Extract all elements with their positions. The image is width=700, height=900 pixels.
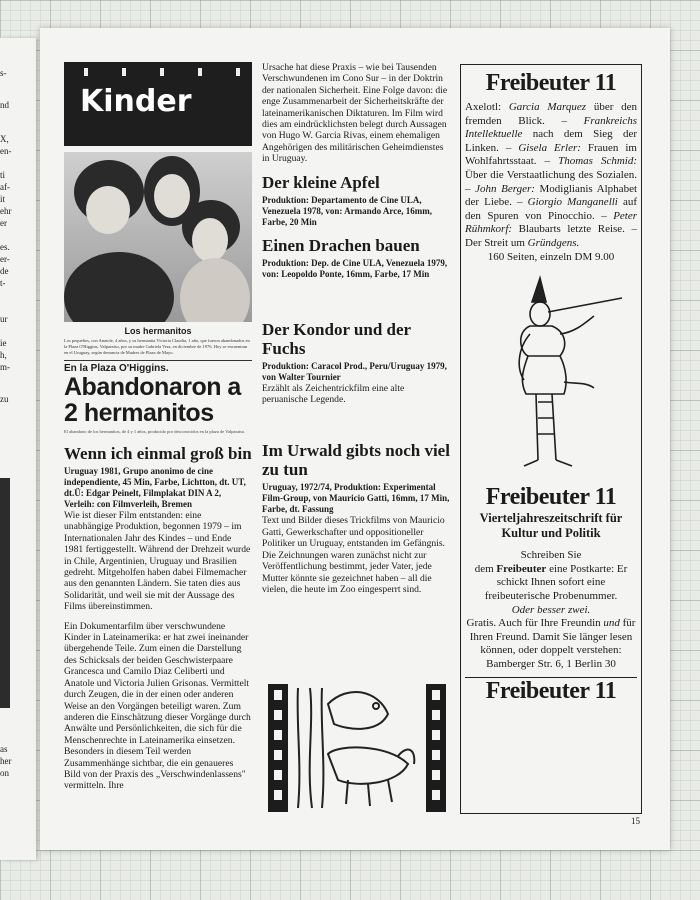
cta-line bbox=[465, 563, 637, 604]
film-sprocket bbox=[198, 68, 202, 76]
film-title: Einen Drachen bauen bbox=[262, 235, 420, 255]
children-photo bbox=[64, 152, 252, 322]
photo-figure bbox=[192, 218, 228, 262]
fragment: nd bbox=[0, 100, 9, 110]
clipping-footer: El abandono de los hermanitos, de 4 y 1 años, producido por desconocidos en la plaza de Valparaíso. bbox=[64, 429, 246, 434]
film-sprocket bbox=[122, 68, 126, 76]
contents-part: Giorgio Manganelli bbox=[527, 196, 618, 209]
page-number: 15 bbox=[631, 816, 640, 826]
film-strip-illustration bbox=[268, 684, 446, 812]
contents-part: Gisela Erler: bbox=[518, 141, 581, 154]
fragment: ie bbox=[0, 338, 7, 348]
paragraph: Ein Dokumentarfilm über verschwundene Kinder in Lateinamerika: er hat zwei ineinander übergehende Teile. Zum einen die Darstellung des Schicksals der beiden Geschwisterpaare Grancesca und Camilo Diaz Celiberti und Anatole und Victoria Julien Grisonas. Vermittelt durch Zeugen, die in der einen oder anderen Weise an den Vorgängen beteiligt waren. Zum anderen die Einschätzung dieser Vorgänge durch Anwälte und Persönlichkeiten, die sich für die Menschenrechte in Lateinamerika einsetzen. Besonders in diesem Teil werden Zusammenhänge sichtbar, die ein genaueres Bild von der Praxis des „Verschwindenlassens" vermitteln. Ihre bbox=[64, 620, 251, 792]
film-credits: Produktion: Departamento de Cine ULA, Venezuela 1978, von: Armando Arce, 16mm, Farbe, 20 Min bbox=[262, 194, 432, 227]
photo-caption-title: Los hermanitos bbox=[124, 326, 192, 336]
contents-part: nach dem Sieg der Linken. – bbox=[465, 128, 638, 154]
article-body bbox=[64, 510, 252, 792]
film-title: Im Urwald gibts noch viel zu tun bbox=[262, 441, 450, 480]
cta-part: und bbox=[603, 617, 620, 630]
film-title: Der kleine Apfel bbox=[262, 172, 380, 192]
contents-part: Über die Verstaatlichung des Sozialen. – bbox=[465, 168, 637, 195]
contents-part: Modiglianis Alphabet der Liebe. – bbox=[465, 182, 638, 209]
column-films bbox=[262, 62, 452, 595]
film-description: Text und Bilder dieses Trickfilms von Mauricio Gatti, Gewerkschafter und oppositioneller Politiker un Uruguay, entstanden im Gefängnis. Die Zeichnungen waren zunächst nicht zur Veröffentlichung bestimmt, jeder Vater, jede Mutter könnte sie gezeichnet haben – all die vielen, die heute im Zoo eingesperrt sind. bbox=[262, 515, 445, 595]
photo-figure bbox=[64, 252, 174, 322]
contents-part: Gründgens. bbox=[527, 236, 580, 249]
fragment: es. bbox=[0, 242, 10, 252]
section-title: Kinder bbox=[80, 84, 192, 119]
fragment: ti bbox=[0, 170, 6, 180]
contents-part: John Berger: bbox=[475, 182, 535, 195]
film-title: Der Kondor und der Fuchs bbox=[262, 319, 411, 358]
cta-line bbox=[465, 617, 637, 658]
fragment: ur bbox=[0, 314, 8, 324]
pinocchio-illustration bbox=[476, 272, 626, 472]
adjacent-page-edge bbox=[0, 38, 36, 860]
film-sprocket bbox=[236, 68, 240, 76]
fragment: ehr bbox=[0, 206, 12, 216]
fragment: af- bbox=[0, 182, 10, 192]
ad-title: Freibeuter 11 bbox=[485, 678, 617, 705]
cta-line bbox=[465, 604, 637, 618]
column-kinder bbox=[64, 62, 252, 792]
ad-title: Freibeuter 11 bbox=[485, 70, 617, 96]
photo-figure bbox=[154, 174, 190, 218]
contents-part: über den fremden Blick. – bbox=[465, 101, 637, 127]
fragment: on bbox=[0, 768, 9, 778]
section-header bbox=[64, 62, 252, 146]
photo-figure bbox=[86, 186, 130, 234]
fragment: s- bbox=[0, 68, 7, 78]
ad-contents bbox=[465, 101, 637, 251]
clipping-kicker: En la Plaza O'Higgins. bbox=[64, 360, 252, 374]
fragment: de bbox=[0, 266, 9, 276]
contents-part: Frankreichs Intellektuelle bbox=[465, 114, 637, 141]
clipping-headline: 2 hermanitos bbox=[64, 399, 214, 427]
cta-line: Schreiben Sie bbox=[520, 549, 582, 562]
ad-address: Bamberger Str. 6, 1 Berlin 30 bbox=[486, 657, 616, 670]
fragment: her bbox=[0, 756, 12, 766]
film-credits: Produktion: Dep. de Cine ULA, Venezuela 1979, von: Leopoldo Ponte, 16mm, Farbe, 17 Min bbox=[262, 257, 448, 279]
photo-edge bbox=[0, 478, 10, 708]
cta-part: dem bbox=[474, 562, 494, 575]
cta-part: eine Postkarte: Er schickt Ihnen sofort eine freibeuterische Probenummer. bbox=[484, 562, 628, 602]
film-credits: Produktion: Caracol Prod., Peru/Uruguay 1979, von Walter Tournier bbox=[262, 360, 447, 382]
article-credits: Uruguay 1981, Grupo anonimo de cine independiente, 45 Min, Farbe, Lichtton, dt. UT, dt.Ü: Edgar Peinelt, Filmplakat DIN A 2, Verleih: con Filmverleih, Bremen bbox=[64, 466, 246, 509]
fragment: en- bbox=[0, 146, 12, 156]
cta-part: Gratis. Auch für Ihre Freundin bbox=[466, 617, 601, 630]
paragraph: Wie ist dieser Film entstanden: eine unabhängige Produktion, begonnen 1979 – im Internationalen Jahr des Kindes – und Ende 1981 fertiggestellt. Während der Drehzeit wurde in Chile, Argentinien, Uruguay und Brasilien gedreht. Mitgeholfen haben dabei Filmemacher aus den genannten Ländern. Sie taten dies aus Solidarität, und weil sie mit der Aussage des Films übereinstimmen. bbox=[64, 510, 251, 613]
ad-subtitle: Vierteljahreszeitschrift für Kultur und Politik bbox=[479, 511, 623, 541]
photo-caption: Los pequeños, con Anatole, 4 años, y su hermanita Victoria Claudia, 1 año, que fueron abandonados en la Plaza O'Higgins, Valparaíso, por su madre Gabriela Vera, en diciembre de 1976. Hoy se encuentran en el Uruguay, según denuncia de Madres de Plaza de Mayo. bbox=[64, 338, 250, 355]
contents-part: Garcia Marquez bbox=[508, 101, 587, 113]
film-description: Erzählt als Zeichentrickfilm eine alte peruanische Legende. bbox=[262, 382, 405, 406]
fragment: X, bbox=[0, 134, 9, 144]
intro-text: Ursache hat diese Praxis – wie bei Tausenden Verschwundenen im Cono Sur – in der Doktrin der nationalen Sicherheit. Eine Folge davon: die enge Zusammenarbeit der Sicherheitskräfte der lateinamerikanischen Diktaturen. Im Film wird dies am eindrücklichsten belegt durch Aussagen von Hugo W. Garcia Rivas, einem ehemaligen Angehörigen des militärischen Geheimdienstes in Uruguay. bbox=[262, 62, 448, 165]
fragment: as bbox=[0, 744, 8, 754]
fragment: er bbox=[0, 218, 7, 228]
fragment: m- bbox=[0, 362, 10, 372]
film-credits: Uruguay, 1972/74, Produktion: Experimental Film-Group, von Mauricio Gatti, 16mm, 17 Min, Farbe, dt. Fassung bbox=[262, 482, 450, 515]
ad-title: Freibeuter 11 bbox=[485, 484, 617, 511]
ad-price: 160 Seiten, einzeln DM 9.00 bbox=[487, 250, 615, 263]
contents-part: Thomas Schmid: bbox=[558, 155, 637, 168]
contents-part: auf den Spuren von Pinocchio. – bbox=[465, 196, 637, 222]
magazine-page bbox=[40, 28, 670, 850]
contents-part: Blaubarts letzte Reise. – Der Streit um bbox=[465, 223, 637, 249]
article-title: Wenn ich einmal groß bin bbox=[64, 444, 252, 463]
cta-part: Oder besser zwei. bbox=[511, 603, 591, 616]
clipping-headline: Abandonaron a bbox=[64, 373, 241, 401]
photo-figure bbox=[180, 258, 250, 322]
fragment: er- bbox=[0, 254, 10, 264]
cta-part: für Ihren Freund. Damit Sie länger lesen können, oder doppelt verstehen: bbox=[469, 617, 636, 657]
freibeuter-ad bbox=[460, 64, 642, 814]
fragment: h, bbox=[0, 350, 7, 360]
ad-cta bbox=[465, 549, 637, 671]
contents-part: Axelotl: bbox=[465, 101, 502, 113]
film-sprocket bbox=[160, 68, 164, 76]
cta-part: Freibeuter bbox=[496, 562, 547, 575]
fragment: it bbox=[0, 194, 6, 204]
fragment: t- bbox=[0, 278, 6, 288]
fragment: zu bbox=[0, 394, 9, 404]
contents-part: Frauen im Wohlfahrtsstaat. – bbox=[465, 141, 637, 168]
film-sprocket bbox=[84, 68, 88, 76]
contents-part: Peter Rühmkorf: bbox=[465, 209, 638, 236]
